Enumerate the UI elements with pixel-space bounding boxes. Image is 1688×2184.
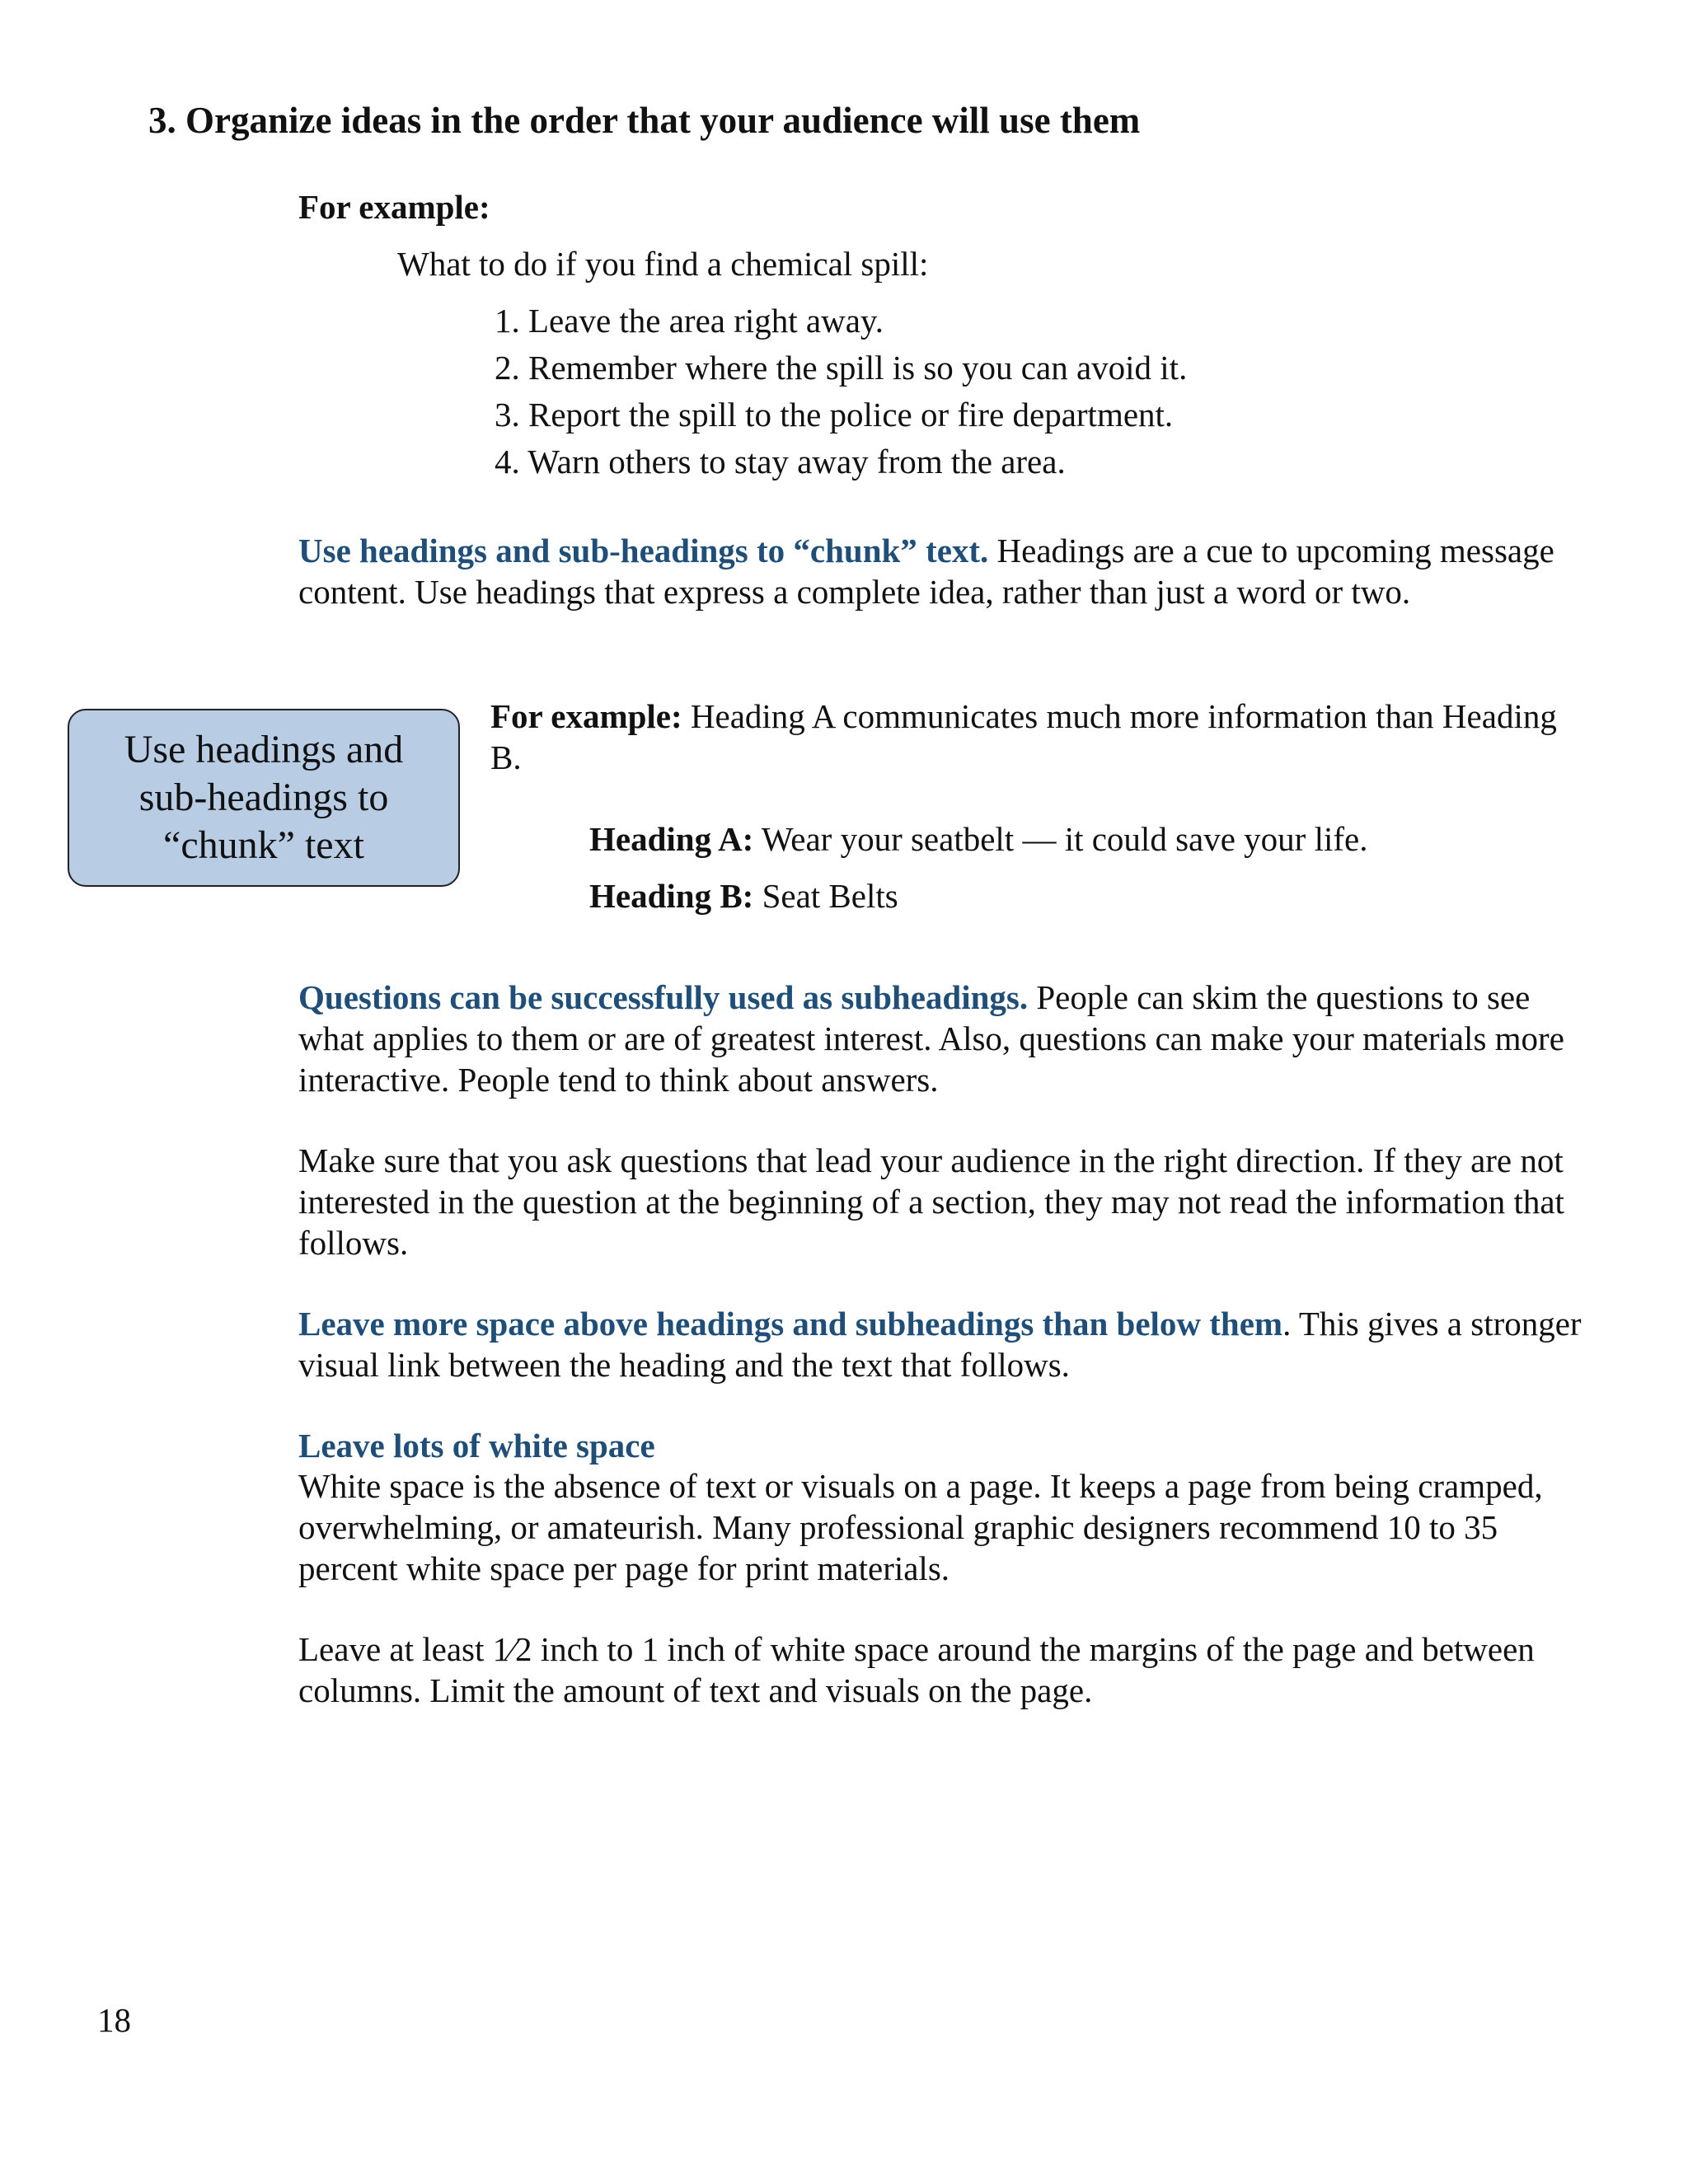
spill-intro: What to do if you find a chemical spill: (397, 245, 929, 283)
heading-b-example (589, 875, 898, 916)
questions-paragraph (298, 977, 1601, 1100)
list-item: 4. Warn others to stay away from the area. (495, 443, 1066, 480)
space-headings-lead: Leave more space above headings and subheadings than below them (298, 1305, 1283, 1343)
list-item: 1. Leave the area right away. (495, 302, 884, 340)
direction-paragraph: Make sure that you ask questions that lead your audience in the right direction. If they are not interested in the question at the beginning of a section, they may not read the information that follows. (298, 1141, 1564, 1262)
example-body: Heading A communicates much more information than Heading B. (490, 697, 1557, 776)
list-item: 2. Remember where the spill is so you can avoid it. (495, 349, 1188, 387)
page-number: 18 (97, 2001, 131, 2039)
heading-b-label: Heading B: (589, 877, 754, 915)
spill-steps-list (495, 300, 1187, 488)
questions-lead: Questions can be successfully used as subheadings. (298, 978, 1029, 1016)
section-heading: 3. Organize ideas in the order that your audience will use them (148, 100, 1141, 141)
headings-body: Headings are a cue to upcoming message content. Use headings that express a complete idea, rather than just a word or two. (298, 532, 1554, 611)
callout-text: Use headings and sub-headings to “chunk” text (124, 728, 404, 867)
heading-a-label: Heading A: (589, 820, 754, 858)
list-item: 3. Report the spill to the police or fire department. (495, 396, 1174, 434)
headings-paragraph (298, 530, 1601, 612)
space-headings-paragraph (298, 1303, 1601, 1385)
headings-lead: Use headings and sub-headings to “chunk” text. (298, 532, 989, 569)
callout-box (68, 709, 460, 887)
questions-body: People can skim the questions to see what applies to them or are of greatest interest. Also, questions can make your materials more interactive. People tend to think about answers. (298, 978, 1564, 1099)
heading-a-text: Wear your seatbelt — it could save your life. (753, 820, 1368, 858)
white-space-heading: Leave lots of white space (298, 1427, 655, 1465)
example-label-2: For example: (490, 697, 682, 735)
heading-a-example (589, 818, 1367, 860)
white-space-paragraph: White space is the absence of text or visuals on a page. It keeps a page from being cramped, overwhelming, or amateurish. Many professional graphic designers recommend 10 to 35 percent white space per page for print materials. (298, 1467, 1543, 1587)
heading-b-text: Seat Belts (753, 877, 898, 915)
margins-paragraph: Leave at least 1⁄2 inch to 1 inch of white space around the margins of the page and between columns. Limit the amount of text and visuals on the page. (298, 1630, 1535, 1709)
example-label: For example: (298, 188, 490, 226)
example-paragraph (490, 696, 1587, 778)
space-headings-body: . This gives a stronger visual link between the heading and the text that follows. (298, 1305, 1582, 1384)
